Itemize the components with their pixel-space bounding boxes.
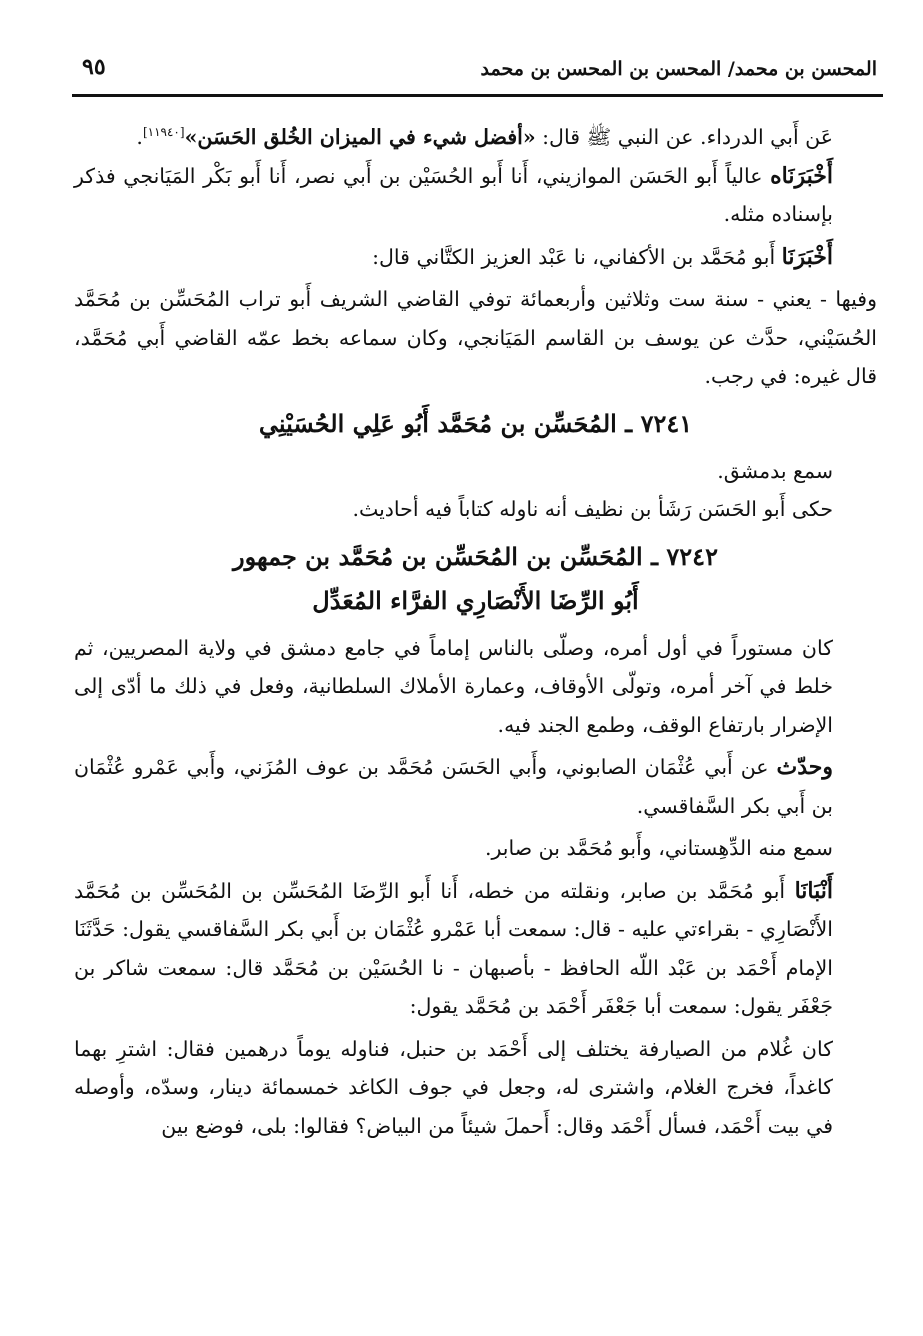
footnote-ref: [١١٩٤٠] <box>142 125 185 140</box>
lead-word: وحدّث <box>776 754 833 780</box>
paragraph-isnad-2 <box>74 238 877 277</box>
paragraph-teachers <box>74 748 877 825</box>
running-header <box>72 54 883 97</box>
paragraph-heard: سمع بدمشق. <box>717 458 833 483</box>
paragraph-students: سمع منه الدِّهِستاني، وأَبو مُحَمَّد بن صابر. <box>484 836 833 860</box>
page-number: ٩٥ <box>82 54 106 80</box>
lead-word: أَخْبَرَنَاه <box>770 162 833 189</box>
paragraph-biography: كان مستوراً في أول أمره، وصلّى بالناس إماماً في جامع دمشق في ولاية المصريين، ثم خلط في آخر أمره، وتولّى الأوقاف، وعمارة الأملاك السلطانية، وفعل في ذلك ما أدّى إلى الإضرار بارتفاع الوقف، وطمع الجند فيه. <box>74 635 833 737</box>
paragraph-text: أَبو مُحَمَّد بن صابر، ونقلته من خطه، أَنا أَبو الرِّضَا المُحَسِّن بن المُحَسِّن بن مُحَمَّد الأَنْصَارِي - بقراءتي عليه - قال: سمعت أبا عَمْرو عُثْمَان بن أَبي بكر السَّفاقسي يقول: حَدَّثَنَا الإمام أَحْمَد بن عَبْد اللّه الحافظ - بأصبهان - نا الحُسَيْن بن مُحَمَّد قال: سمعت شاكر بن جَعْفَر يقول: سمعت أبا جَعْفَر أَحْمَد بن مُحَمَّد يقول: <box>74 878 833 1018</box>
paragraph-text: عن أَبي عُثْمَان الصابوني، وأَبي الحَسَن مُحَمَّد بن عوف المُزَني، وأَبي عَمْرو عُثْمَان بن أَبي بكر السَّفاقسي. <box>74 755 833 818</box>
paragraph-hadith <box>74 118 877 157</box>
hadith-intro: عَن أَبي الدرداء. عن النبي ﷺ قال: <box>535 125 833 149</box>
lead-word: أَنْبَانَا <box>794 877 833 904</box>
entry-heading-7242-line2: أَبُو الرِّضَا الأَنْصَارِي الفرَّاء المُعَدِّل <box>312 585 639 615</box>
paragraph-isnad-1 <box>74 157 877 234</box>
header-title: المحسن بن محمد/ المحسن بن المحسن بن محمد <box>480 58 877 80</box>
paragraph-text: عالياً أَبو الحَسَن الموازيني، أَنا أَبو الحُسَيْن بن أَبي نصر، أَنا أَبو بَكْر المَيَانجي فذكر بإسناده مثله. <box>74 163 833 226</box>
paragraph-death-report: وفيها - يعني - سنة ست وثلاثين وأربعمائة توفي القاضي الشريف أَبو تراب المُحَسِّن بن مُحَمَّد الحُسَيْني، حدَّث عن يوسف بن القاسم المَيَانجي، وكان سماعه بخط عمّه القاضي أَبي مُحَمَّد، قال غيره: في رجب. <box>74 287 877 388</box>
hadith-quote: «أفضل شيء في الميزان الخُلق الحَسَن» <box>184 125 536 149</box>
entry-heading-7241: ٧٢٤١ ـ المُحَسِّن بن مُحَمَّد أَبُو عَلِي الحُسَيْنِي <box>258 408 693 438</box>
paragraph-text: أَبو مُحَمَّد بن الأكفاني، نا عَبْد العزيز الكتَّاني قال: <box>372 244 782 269</box>
hadith-end: . <box>136 125 143 149</box>
paragraph-story: كان غُلام من الصيارفة يختلف إلى أَحْمَد بن حنبل، فناوله يوماً درهمين فقال: اشترِ بهما كاغداً، فخرج الغلام، واشترى له، وجعل في جوف الكاغد خمسمائة دينار، وسدّه، وأوصله في بيت أَحْمَد، فسأل أَحْمَد وقال: أَحملَ شيئاً من البياض؟ فقالوا: بلى، فوضع بين <box>74 1036 833 1138</box>
lead-word: أَخْبَرَنَا <box>781 243 833 270</box>
paragraph-isnad-3 <box>74 872 877 1026</box>
entry-heading-7242-line1: ٧٢٤٢ ـ المُحَسِّن بن المُحَسِّن بن مُحَمَّد بن جمهور <box>233 541 718 571</box>
paragraph-narrated: حكى أَبو الحَسَن رَشَأ بن نظيف أنه ناوله كتاباً فيه أحاديث. <box>352 497 833 521</box>
page-body <box>74 118 877 1145</box>
